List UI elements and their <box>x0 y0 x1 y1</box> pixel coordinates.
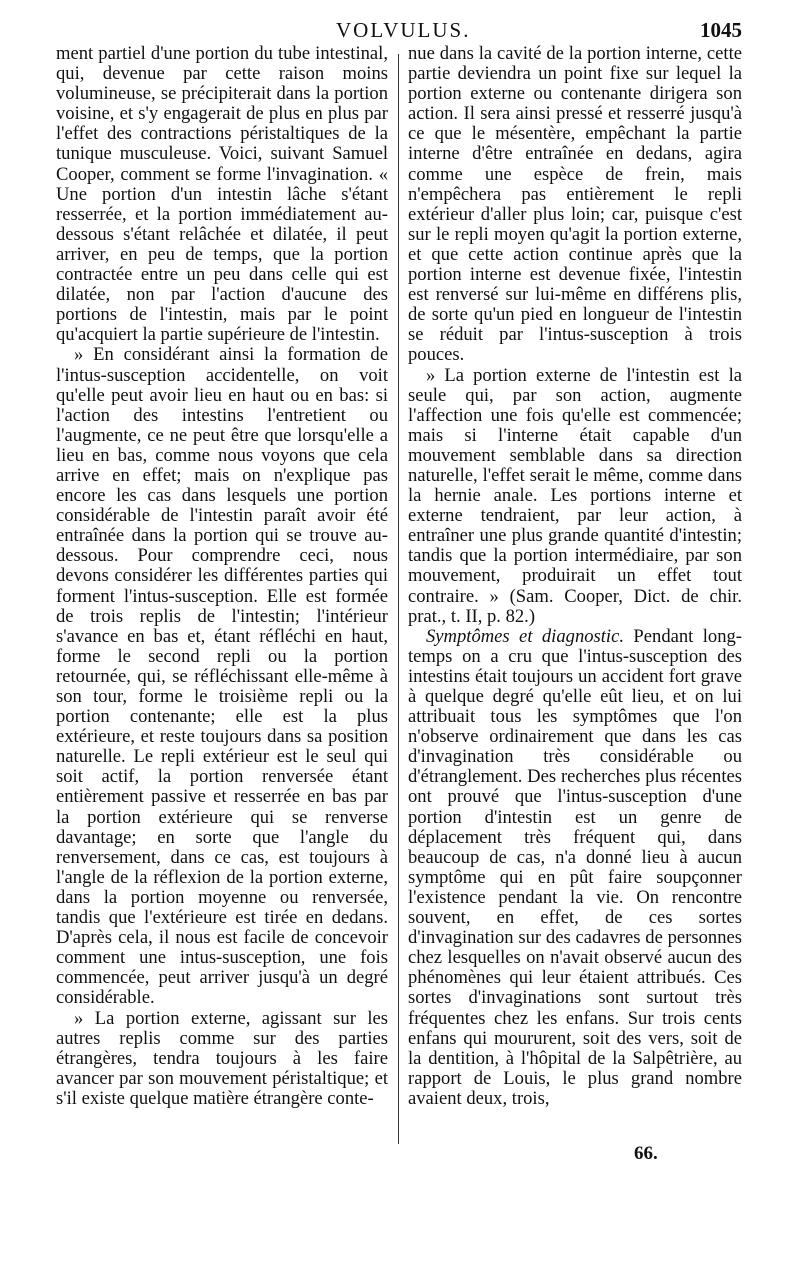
paragraph <box>408 627 742 1109</box>
section-heading: Symptômes et diagnostic. <box>426 625 625 647</box>
paragraph: » La portion externe de l'intestin est la seule qui, par son action, augmente l'affection une fois qu'elle est commencée; mais si l'interne était capable d'un mouvement semblable dans sa direction naturelle, l'effet serait le même, comme dans la hernie anale. Les portions interne et externe tendraient, par leur action, à entraîner une plus grande quantité d'intestin; tandis que la portion intermédiaire, par son mouvement, produirait un effet tout contraire. » (Sam. Cooper, Dict. de chir. prat., t. II, p. 82.) <box>408 364 742 627</box>
paragraph: » La portion externe, agissant sur les autres replis comme sur des parties étrangères, tendra toujours à les faire avancer par son mouvement péristaltique; et s'il existe quelque matière étrangère conte- <box>56 1007 388 1109</box>
running-header <box>0 16 800 44</box>
paragraph-text: Pendant long-temps on a cru que l'intus-susception des intestins était toujours un accident fort grave à quelque degré qu'elle eût lieu, et on lui attribuait tous les symptômes que l'on n'observe ordinairement que dans les cas d'invagination très considérable ou d'étranglement. Des recherches plus récentes ont prouvé que l'intus-susception d'une portion d'intestin est un genre de déplacement très fréquent qui, dans beaucoup de cas, n'a donné lieu à aucun symptôme qui en pût faire soupçonner l'existence pendant la vie. On rencontre souvent, en effet, de ces sortes d'invagination sur des cadavres de personnes chez lesquelles on n'avait observé aucun des phénomènes qui leur étaient attribués. Ces sortes d'invaginations sont surtout très fréquentes chez les enfans. Sur trois cents enfans qui moururent, soit des vers, soit de la dentition, à l'hôpital de la Salpêtrière, au rapport de Louis, le plus grand nombre avaient deux, trois, <box>408 625 742 1109</box>
signature-mark: 66. <box>634 1143 658 1164</box>
right-column <box>408 44 742 1109</box>
paragraph: » En considérant ainsi la formation de l'intus-susception accidentelle, on voit qu'elle peut avoir lieu en haut ou en bas: si l'action des intestins l'entretient ou l'augmente, ce ne peut être que lorsqu'elle a lieu en bas, comme nous voyons que cela arrive en effet; mais on n'explique pas encore les cas dans lesquels une portion considérable de l'intestin paraît avoir été entraînée dans la portion qui se trouve au-dessous. Pour comprendre ceci, nous devons considérer les différentes parties qui forment l'intus-susception. Elle est formée de trois replis de l'intestin; l'intérieur s'avance en bas et, étant réfléchi en haut, forme le second repli ou la portion retournée, qui, se réfléchissant elle-même à son tour, forme le troisième repli ou la portion contenante; elle est la plus extérieure, et reste toujours dans sa position naturelle. Le repli extérieur est le seul qui soit actif, la portion renversée étant entièrement passive et resserrée en bas par la portion extérieure qui se renverse davantage; en sorte que l'angle du renversement, dans ce cas, est toujours à l'angle de la réflexion de la portion externe, dans la portion moyenne ou renversée, tandis que l'extérieure est tirée en dedans. D'après cela, il nous est facile de concevoir comment une intus-susception, une fois commencée, peut arriver jusqu'à un degré considérable. <box>56 344 388 1009</box>
running-title: VOLVULUS. <box>336 18 471 42</box>
paragraph: nue dans la cavité de la portion interne, cette partie deviendra un point fixe sur lequel la portion externe ou contenante dirigera son action. Il sera ainsi pressé et resserré jusqu'à ce que le mésentère, empêchant la partie interne d'être entraînée en dedans, agira comme une espèce de frein, mais n'empêchera pas entièrement le repli extérieur d'aller plus loin; car, puisque c'est sur le repli moyen qu'agit la portion externe, et que cette action continue après que la portion interne est devenue fixée, l'intestin est renversé sur lui-même en différens plis, de sorte qu'un pied en longueur de l'intestin se réduit par l'intus-susception à trois pouces. <box>408 43 742 366</box>
column-divider <box>398 54 399 1144</box>
left-column <box>56 44 388 1109</box>
page-number: 1045 <box>700 18 742 42</box>
paragraph: ment partiel d'une portion du tube intestinal, qui, devenue par cette raison moins volumineuse, se précipiterait dans la portion voisine, et s'y engagerait de plus en plus par l'effet des contractions péristaltiques de la tunique musculeuse. Voici, suivant Samuel Cooper, comment se forme l'invagination. « Une portion d'un intestin lâche s'étant resserrée, et la portion immédiatement au-dessous s'étant relâchée et dilatée, il peut arriver, en peu de temps, que la portion contractée entre un peu dans celle qui est dilatée, non par l'action d'aucune des portions de l'intestin, mais par le point qu'acquiert la partie supérieure de l'intestin. <box>56 43 388 346</box>
